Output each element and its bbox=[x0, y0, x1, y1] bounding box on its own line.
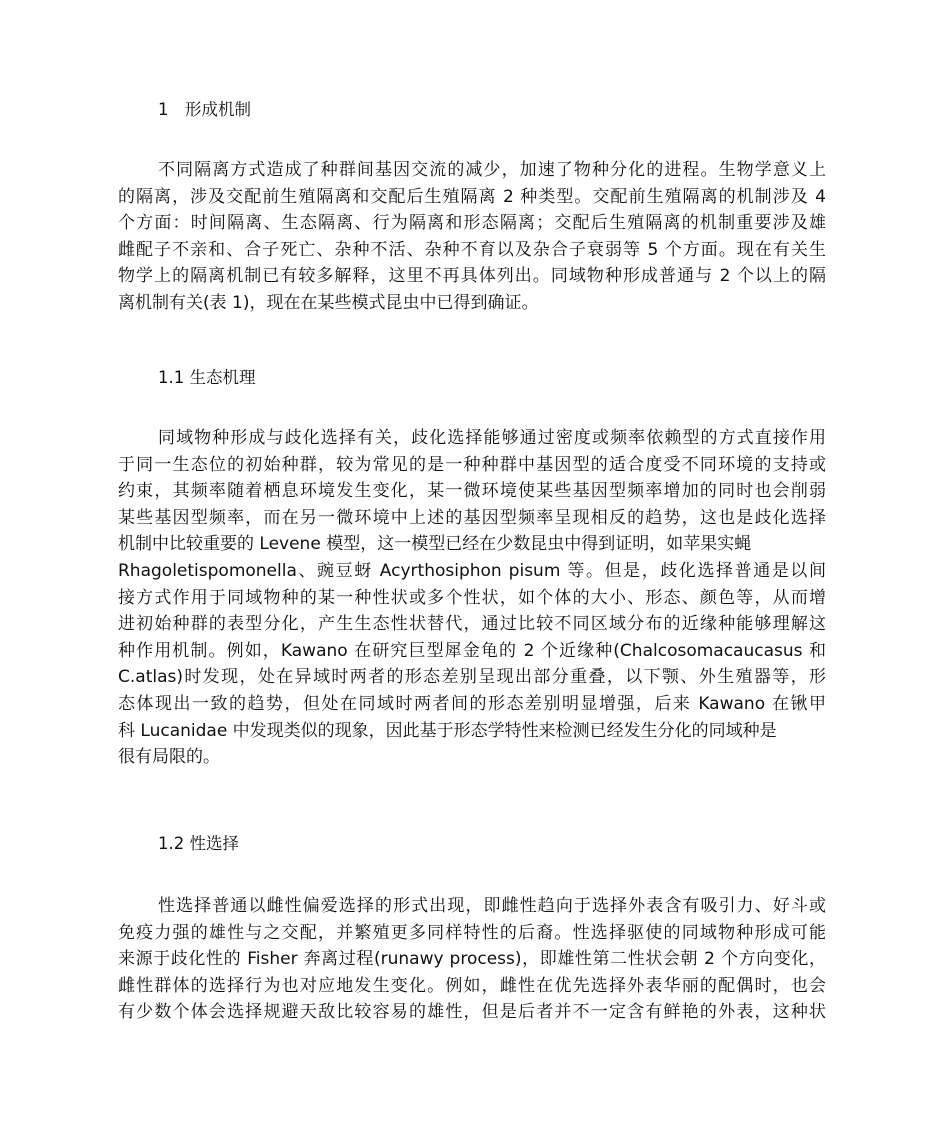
text-line: 进初始种群的表型分化，产生生态性状替代，通过比较不同区域分布的近缘种能够理解这 bbox=[118, 614, 826, 635]
text-line: 于同一生态位的初始种群，较为常见的是一种种群中基因型的适合度受不同环境的支持或 bbox=[118, 454, 826, 475]
text-line: 同域物种形成与歧化选择有关，歧化选择能够通过密度或频率依赖型的方式直接作用 bbox=[158, 428, 826, 448]
paragraph-1 bbox=[118, 157, 826, 317]
text-line: 性选择普通以雌性偏爱选择的形式出现，即雌性趋向于选择外表含有吸引力、好斗或 bbox=[158, 896, 826, 916]
text-line: Rhagoletispomonella、豌豆蚜 Acyrthosiphon pisum 等。但是，歧化选择普通是以间 bbox=[118, 560, 826, 581]
text-line: 态体现出一致的趋势，但处在同域时两者间的形态差别明显增强，后来 Kawano 在锹甲 bbox=[118, 693, 826, 714]
text-line: 个方面：时间隔离、生态隔离、行为隔离和形态隔离；交配后生殖隔离的机制重要涉及雄 bbox=[118, 213, 826, 234]
section-heading-1-1: 1.1 生态机理 bbox=[158, 368, 256, 387]
text-line: 很有局限的。 bbox=[118, 747, 220, 768]
text-line: 有少数个体会选择规避天敌比较容易的雄性，但是后者并不一定含有鲜艳的外表，这种状 bbox=[118, 1002, 826, 1023]
section-heading-1: 1 形成机制 bbox=[158, 100, 251, 119]
text-line: 物学上的隔离机制已有较多解释，这里不再具体列出。同域物种形成普通与 2 个以上的隔 bbox=[118, 266, 826, 287]
text-line: 免疫力强的雄性与之交配，并繁殖更多同样特性的后裔。性选择驱使的同域物种形成可能 bbox=[118, 922, 826, 943]
text-line: 约束，其频率随着栖息环境发生变化，某一微环境使某些基因型频率增加的同时也会削弱 bbox=[118, 481, 826, 502]
paragraph-2 bbox=[118, 425, 826, 771]
text-line: C.atlas)时发现，处在异域时两者的形态差别呈现出部分重叠，以下颚、外生殖器等，形 bbox=[118, 667, 826, 688]
text-line: 不同隔离方式造成了种群间基因交流的减少，加速了物种分化的进程。生物学意义上 bbox=[158, 160, 826, 180]
text-line: 离机制有关(表 1)，现在在某些模式昆虫中已得到确证。 bbox=[118, 292, 539, 313]
text-line: 种作用机制。例如，Kawano 在研究巨型犀金龟的 2 个近缘种(Chalcosomacaucasus 和 bbox=[118, 640, 826, 661]
paragraph-3 bbox=[118, 893, 826, 1026]
section-heading-1-2: 1.2 性选择 bbox=[158, 834, 239, 853]
text-line: 雌配子不亲和、合子死亡、杂种不活、杂种不育以及杂合子衰弱等 5 个方面。现在有关生 bbox=[118, 239, 826, 260]
text-line: 机制中比较重要的 Levene 模型，这一模型已经在少数昆虫中得到证明，如苹果实蝇 bbox=[118, 534, 752, 555]
text-line: 某些基因型频率，而在另一微环境中上述的基因型频率呈现相反的趋势，这也是歧化选择 bbox=[118, 507, 826, 528]
text-line: 科 Lucanidae 中发现类似的现象，因此基于形态学特性来检测已经发生分化的同域种是 bbox=[118, 720, 777, 741]
text-line: 雌性群体的选择行为也对应地发生变化。例如，雌性在优先选择外表华丽的配偶时，也会 bbox=[118, 975, 826, 996]
text-line: 来源于歧化性的 Fisher 奔离过程(runawy process)，即雄性第二性状会朝 2 个方向变化， bbox=[118, 949, 826, 970]
text-line: 接方式作用于同域物种的某一种性状或多个性状，如个体的大小、形态、颜色等，从而增 bbox=[118, 587, 826, 608]
text-line: 的隔离，涉及交配前生殖隔离和交配后生殖隔离 2 种类型。交配前生殖隔离的机制涉及 4 bbox=[118, 186, 826, 207]
